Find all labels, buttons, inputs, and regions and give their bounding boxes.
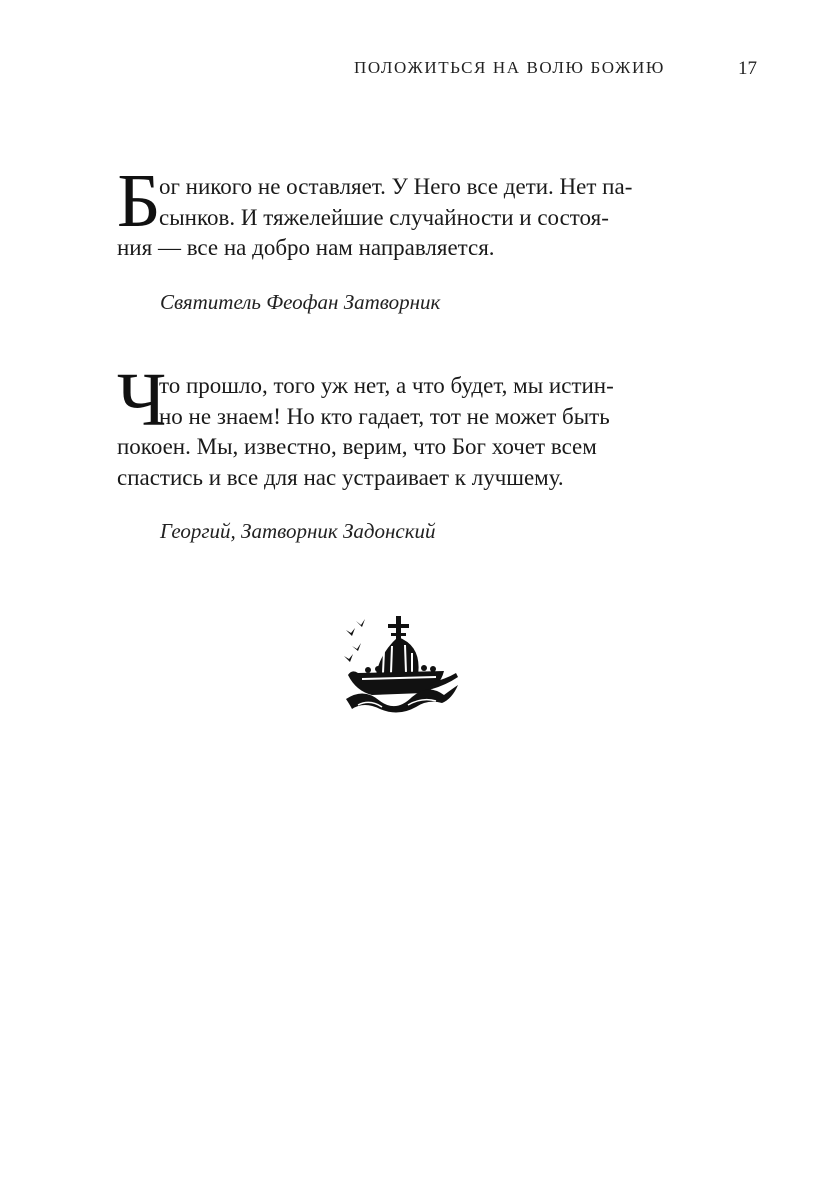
drop-cap: Ч xyxy=(117,358,167,442)
quote-line: ния — все на добро нам направляется. xyxy=(117,235,495,260)
quote-line: но не знаем! Но кто гадает, тот не может быть xyxy=(159,403,610,429)
running-head-title: ПОЛОЖИТЬСЯ НА ВОЛЮ БОЖИЮ xyxy=(354,58,665,77)
quote-line: спастись и все для нас устраивает к лучшему. xyxy=(117,464,564,490)
drop-cap: Б xyxy=(117,159,161,243)
quote-line: сынков. И тяжелейшие случайности и состоя- xyxy=(159,204,609,230)
quote-line: ог никого не оставляет. У Него все дети. Нет па- xyxy=(159,174,633,199)
page-number: 17 xyxy=(738,58,757,79)
quote-georgy xyxy=(117,358,692,493)
ship-ornament-icon xyxy=(338,613,460,724)
quote-line: то прошло, того уж нет, а что будет, мы истин- xyxy=(159,373,614,398)
quote-line: покоен. Мы, известно, верим, что Бог хочет всем xyxy=(117,434,597,459)
quote-author: Святитель Феофан Затворник xyxy=(160,290,441,314)
quote-feofan xyxy=(117,159,692,264)
quote-author: Георгий, Затворник Задонский xyxy=(160,519,436,543)
